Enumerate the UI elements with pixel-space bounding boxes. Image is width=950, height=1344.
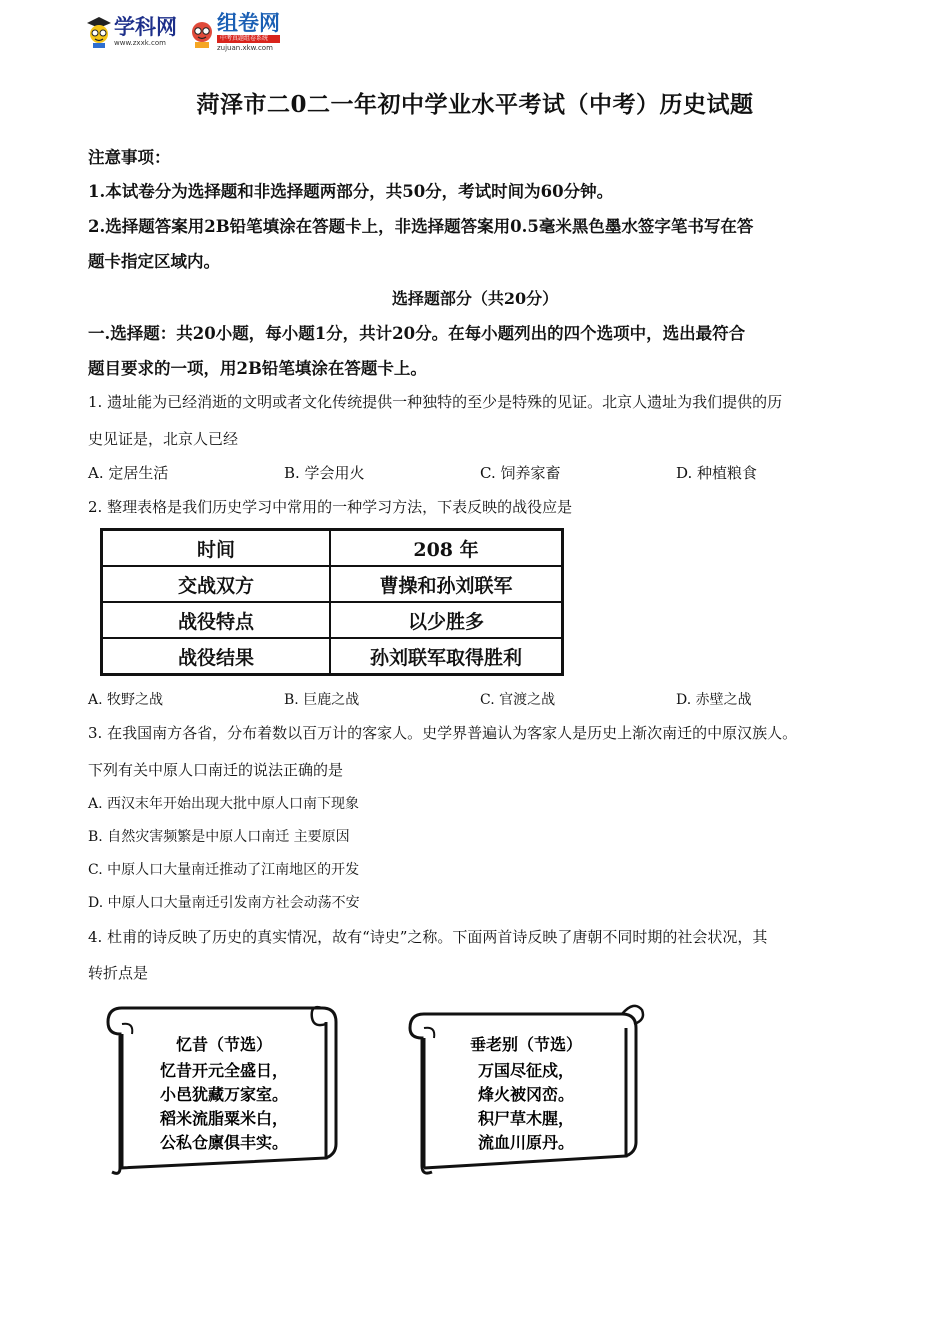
xkw-logo-name: 学科网 [114,15,177,39]
poem-2-line: 万国尽征戍， [477,1061,575,1080]
q3-option-c[interactable]: C. 中原人口大量南迁推动了江南地区的开发 [88,862,360,878]
notice-item-2b: 题卡指定区域内。 [88,252,220,271]
table-row [102,638,563,675]
q3-stem-a: 3. 在我国南方各省，分布着数以百万计的客家人。史学界普遍认为客家人是历史上渐次南迁的中原汉族人。 [88,724,798,742]
q2-option-a[interactable]: A. 牧野之战 [88,692,164,708]
table-cell: 时间 [102,530,331,567]
table-cell: 孙刘联军取得胜利 [330,638,563,675]
mascot-icon [187,15,217,49]
q2-battle-table [100,528,564,676]
q2-stem: 2. 整理表格是我们历史学习中常用的一种学习方法，下表反映的战役应是 [88,498,573,516]
header-logos [84,10,290,54]
q4-stem-b: 转折点是 [88,964,149,982]
q1-option-b[interactable]: B. 学会用火 [284,464,365,482]
poem-1-title: 忆昔（节选） [175,1035,273,1054]
table-cell: 战役结果 [102,638,331,675]
q2-option-c[interactable]: C. 官渡之战 [480,692,556,708]
section-intro-a: 一.选择题：共20小题，每小题1分，共计20分。在每小题列出的四个选项中，选出最符合 [88,324,746,343]
q2-option-b[interactable]: B. 巨鹿之战 [284,692,360,708]
section-intro-b: 题目要求的一项，用2B铅笔填涂在答题卡上。 [88,359,427,378]
q1-stem-a: 1. 遗址能为已经消逝的文明或者文化传统提供一种独特的至少是特殊的见证。北京人遗址为我们提供的历 [88,393,783,411]
poem-2-title: 垂老别（节选） [469,1035,583,1054]
zujuan-logo-name: 组卷网 [217,10,280,35]
mascot-icon [84,15,114,49]
zujuan-logo[interactable] [187,10,280,52]
q3-option-d[interactable]: D. 中原人口大量南迁引发南方社会动荡不安 [88,895,360,911]
xkw-logo[interactable] [84,15,177,49]
notice-item-2a: 2.选择题答案用2B铅笔填涂在答题卡上，非选择题答案用0.5毫米黑色墨水签字笔书写在答 [88,217,754,236]
q1-option-c[interactable]: C. 饲养家畜 [480,464,561,482]
table-cell: 以少胜多 [330,602,563,638]
q2-option-d[interactable]: D. 赤壁之战 [676,692,752,708]
poem-1-line: 忆昔开元全盛日， [159,1061,289,1080]
zujuan-logo-url: zujuan.xkw.com [217,43,273,52]
table-row [102,566,563,602]
q4-stem-a: 4. 杜甫的诗反映了历史的真实情况，故有“诗史”之称。下面两首诗反映了唐朝不同时期的社会状况，其 [88,928,768,946]
poem-1-line: 公私仓廪俱丰实。 [159,1133,289,1152]
poem-1-line: 小邑犹藏万家室。 [159,1085,289,1104]
table-cell: 战役特点 [102,602,331,638]
xkw-logo-url: www.zxxk.com [114,39,166,47]
poem-2-line: 烽火被冈峦。 [477,1085,575,1104]
section-title: 选择题部分（共20分） [391,289,559,308]
table-cell: 曹操和孙刘联军 [330,566,563,602]
q1-option-a[interactable]: A. 定居生活 [88,464,169,482]
poem-scroll-2 [402,994,652,1180]
poem-2-line: 流血川原丹。 [477,1133,575,1152]
table-row [102,530,563,567]
q1-options [88,462,888,483]
poem-scroll-1 [100,994,350,1180]
poem-1-line: 稻米流脂粟米白， [159,1109,289,1128]
notice-heading: 注意事项： [88,148,171,167]
q3-option-a[interactable]: A. 西汉末年开始出现大批中原人口南下现象 [88,796,360,812]
q2-options [88,689,888,709]
q3-stem-b: 下列有关中原人口南迁的说法正确的是 [88,761,344,779]
zujuan-logo-tag: 中考真题组卷系统 [217,35,280,43]
notice-item-1: 1.本试卷分为选择题和非选择题两部分，共50分，考试时间为60分钟。 [88,182,614,201]
page-title: 菏泽市二0二一年初中学业水平考试（中考）历史试题 [196,91,754,118]
table-cell: 交战双方 [102,566,331,602]
table-cell: 208 年 [330,530,563,567]
table-row [102,602,563,638]
q1-option-d[interactable]: D. 种植粮食 [676,464,758,482]
poem-2-line: 积尸草木腥， [477,1109,575,1128]
q1-stem-b: 史见证是，北京人已经 [88,430,239,448]
q3-option-b[interactable]: B. 自然灾害频繁是中原人口南迁 主要原因 [88,829,350,845]
